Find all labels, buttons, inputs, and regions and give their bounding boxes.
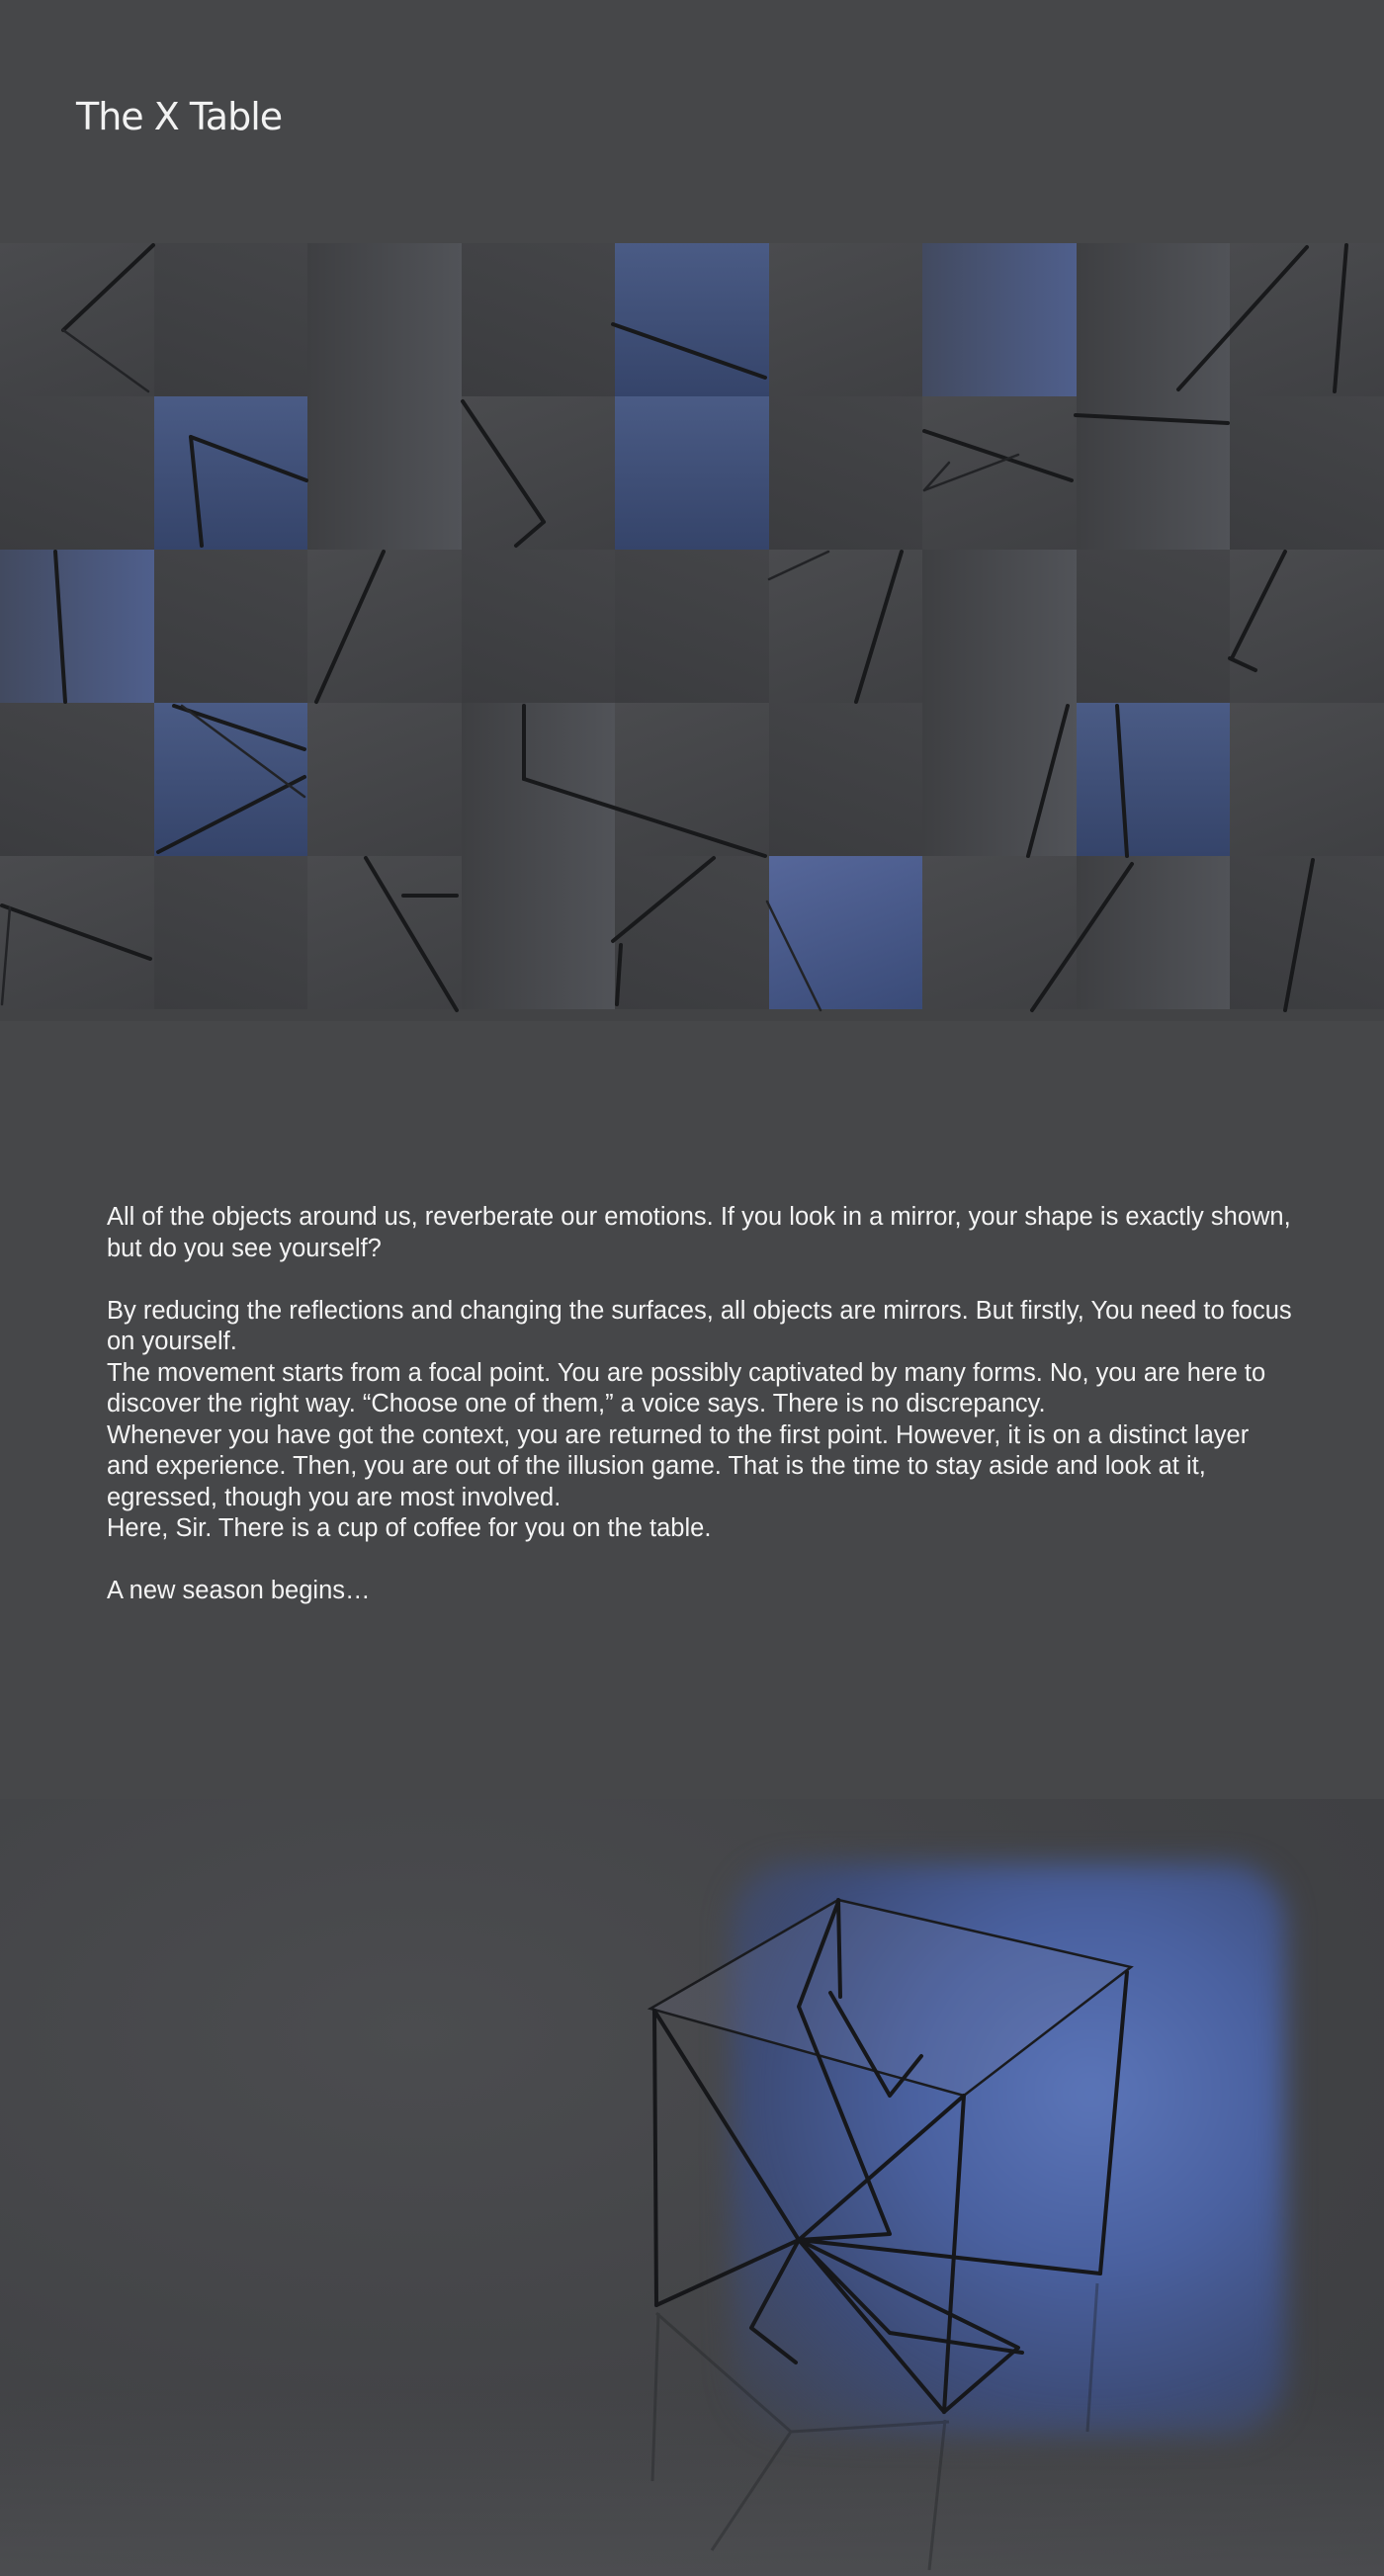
x-table-render [0,1799,1384,2576]
essay-text [107,1202,1293,1607]
glass-tabletop [650,1900,1131,2096]
mosaic-frame-lines [0,243,1384,1021]
fragmented-table-mosaic-image [0,243,1384,1021]
essay-paragraph: All of the objects around us, reverberate our emotions. If you look in a mirror, your shape is exactly shown, but do you see yourself? [107,1203,1291,1262]
table-hero-image [0,1799,1384,2576]
essay-paragraph: The movement starts from a focal point. You are possibly captivated by many forms. No, you are here to discover the right way. “Choose one of them,” a voice says. There is no discrepancy. [107,1358,1266,1417]
essay-paragraph: By reducing the reflections and changing the surfaces, all objects are mirrors. But firstly, You need to focus on yourself. [107,1296,1292,1355]
essay-paragraph: Here, Sir. There is a cup of coffee for you on the table. [107,1514,712,1542]
essay-paragraph: A new season begins… [107,1577,371,1604]
essay-paragraph: Whenever you have got the context, you are returned to the first point. However, it is on a distinct layer and experience. Then, you are out of the illusion game. That is the time to stay aside and look at it, egressed, though you are most involved. [107,1420,1250,1511]
page-title: The X Table [76,95,283,138]
